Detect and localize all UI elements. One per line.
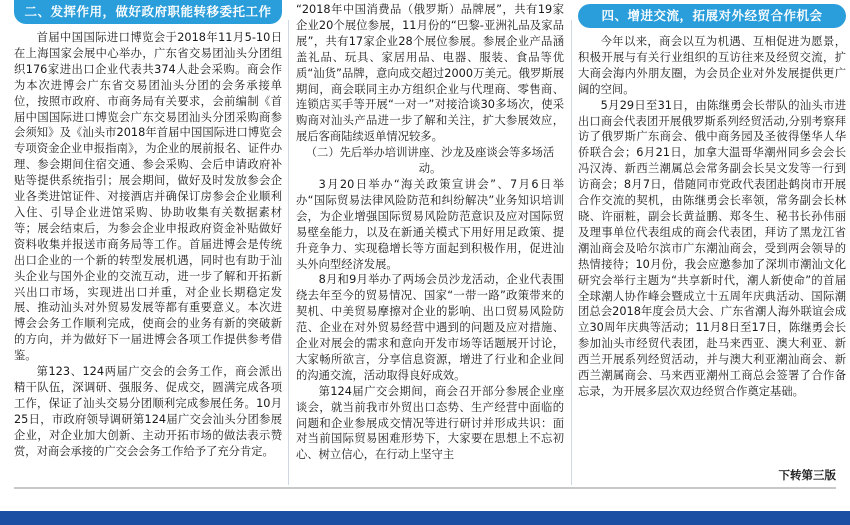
column-2 [296,2,564,463]
continued-note: 下转第三版 [778,468,836,482]
paragraph: 3月20日举办“海关政策宣讲会”、7月6日举办“国际贸易法律风险防范和纠纷解决”业务知识培训会，为企业增强国际贸易风险防范意识及应对国际贸易壁垒能力，以及在新通关模式下用好用足政策、提升竞争力、实现稳增长等方面起到积极作用，促进汕头外向型经济发展。 [296,177,564,271]
column-1 [14,0,282,459]
column-divider [571,20,572,485]
column-1-text [14,30,282,459]
paragraph: 8月和9月举办了两场会员沙龙活动，企业代表围绕去年至今的贸易情况、国家“一带一路”政策带来的契机、中美贸易摩擦对企业的影响、出口贸易风险防范、企业在对外贸易经营中遇到的问题及应对措施、企业对展会的需求和意向开发市场等话题展开讨论，大家畅所欲言，分享信息资源，增进了行业和企业间的沟通交流，活动取得良好成效。 [296,273,564,382]
section-heading-4: 四、增进交流，拓展对外经贸合作机会 [578,4,846,28]
column-3 [578,0,846,400]
paragraph: “2018年中国消费品（俄罗斯）品牌展”，共有19家企业20个展位参展，11月份的“巴黎-亚洲礼品及家品展”，共有17家企业28个展位参展。参展企业产品涵盖礼品、玩具、家居用品、电器、服装、食品等优质“汕货”品牌，意向成交超过2000万美元。俄罗斯展期间，商会联同主办方组织企业与代理商、零售商、连锁店买手等开展“一对一”对接洽谈30多场次，使采购商对汕头产品进一步了解和关注，扩大参展效应，展后客商陆续返单情况较多。 [296,3,564,144]
subheading: （二）先后举办培训讲座、沙龙及座谈会等多场活动。 [305,146,555,176]
paragraph: 首届中国国际进口博览会于2018年11月5-10日在上海国家会展中心举办，广东省交易团汕头分团组织176家进出口企业代表共374人赴会采购。商会作为本次进博会广东省交易团汕头分团的会务承接单位，按照市政府、市商务局有关要求，会前编制《首届中国国际进口博览会广东交易团汕头分团采购商参会须知》及《汕头市2018年首届中国国际进口博览会专项资金企业申报指南》，为企业的展前报名、证件办理、参会期间住宿交通、参会采购、会后申请政府补贴等提供系统指引；展会期间，做好及时发放参会企业各类进馆证件、对接酒店并确保订房参会企业顺利入住、引导企业进馆采购、协助收集有关数据素材等；展会结束后，为参会企业申报政府资金补贴做好资料收集并报送市商务局等工作。首届进博会是传统出口企业的一个新的转型发展机遇，同时也有助于汕头企业与国外企业的交流互动，进一步了解和开拓新兴出口市场，实现进出口并重，对企业长期稳定发展、推动汕头对外贸易发展等都有重要意义。本次进博会会务工作顺利完成，使商会的业务有新的突破新的方向，并为做好下一届进博会各项工作提供参考借鉴。 [14,31,282,363]
paragraph: 5月29日至31日，由陈继勇会长带队的汕头市进出口商会代表团开展俄罗斯系列经贸活动,分别考察拜访了俄罗斯广东商会、俄中商务园及圣彼得堡华人华侨联合会；6月21日，加拿大温哥华潮州同乡会会长冯汉涛、新西兰潮属总会常务副会长吴文发等一行到访商会；8月7日，借随同市党政代表团赴鹤岗市开展合作交流的契机，由陈继勇会长率领，常务副会长林晓、许丽粧，副会长黄益鹏、郑冬生、秘书长孙伟丽及理事单位代表组成的商会代表团，拜访了黑龙江省潮汕商会及哈尔滨市广东潮汕商会，受到两会领导的热情接待；10月份，我会应邀参加了深圳市潮汕文化研究会举行主题为“共享新时代，潮人新使命”的首届全球潮人协作峰会暨成立十五周年庆典活动、国际潮团总会2018年度会员大会、广东省潮人海外联谊会成立30周年庆典等活动；11月8日至17日，陈继勇会长参加汕头市经贸代表团，赴马来西亚、澳大利亚、新西兰开展系列经贸活动，并与澳大利亚潮汕商会、新西兰潮属商会、马来西亚潮州工商总会签署了合作备忘录，为开展多层次双边经贸合作奠定基础。 [578,98,846,398]
bottom-color-bar [0,511,850,525]
paragraph: 今年以来，商会以互为机遇、互相促进为愿景，积极开展与有关行业组织的互访往来及经贸交流，扩大商会海内外朋友圈，为会员企业对外发展提供更广阔的空间。 [578,35,846,96]
column-2-text [296,2,564,463]
bottom-rule [14,487,836,489]
column-3-text [578,34,846,400]
paragraph: 第124届广交会期间，商会召开部分参展企业座谈会，就当前我市外贸出口态势、生产经营中面临的问题和企业参展成交情况等进行研讨并形成共识：面对当前国际贸易困难形势下，大家要在思想上不忘初心、树立信心，在行动上坚守主 [296,384,564,462]
column-divider [288,20,289,485]
section-heading-2: 二、发挥作用，做好政府职能转移委托工作 [14,0,282,24]
paragraph: 第123、124两届广交会的会务工作，商会派出精干队伍，深调研、强服务、促成交，圆满完成各项工作，保证了汕头交易分团顺利完成参展任务。10月25日，市政府领导调研第124届广交会汕头分团参展企业，对企业加大创新、主动开拓市场的做法表示赞赏，对商会承接的广交会会务工作给予了充分肯定。 [14,365,282,458]
